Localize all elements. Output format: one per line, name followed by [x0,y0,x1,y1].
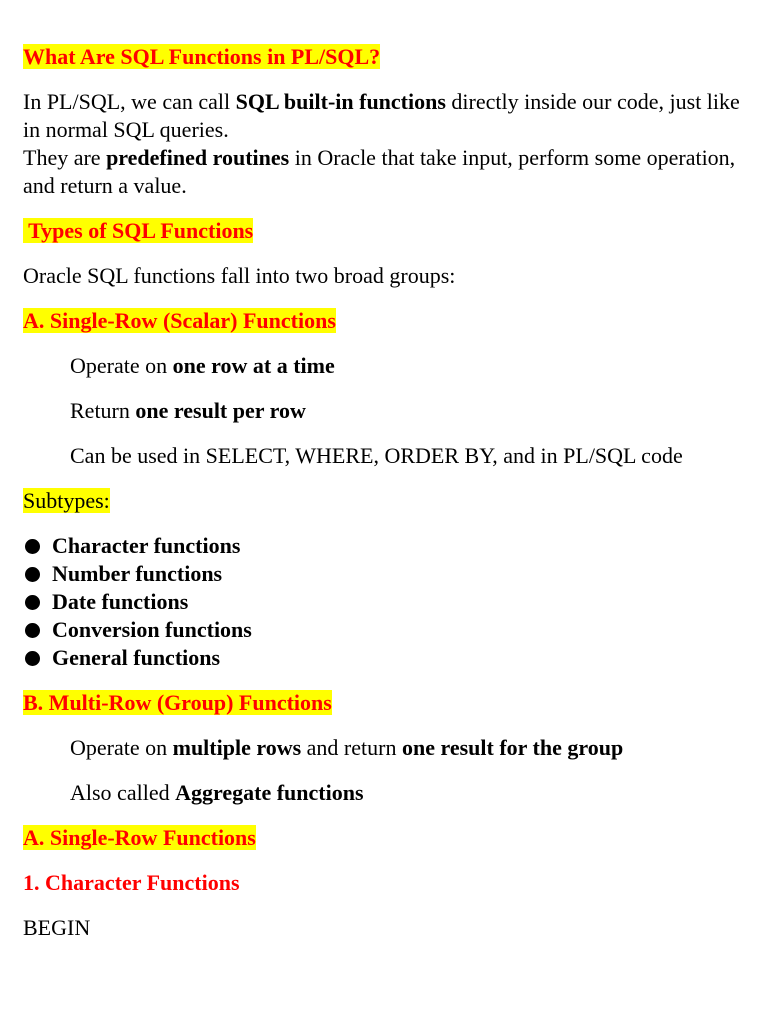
list-item [23,616,745,644]
multi-row-point-1-pre: Operate on [70,735,173,760]
multi-row-point-2-pre: Also called [70,780,176,805]
types-text: Oracle SQL functions fall into two broad groups: [23,263,456,288]
single-row-point-1 [23,352,745,380]
single-row-point-2-pre: Return [70,398,136,423]
multi-row-point-1 [23,734,745,762]
intro-line2-bold: predefined routines [106,145,290,170]
multi-row-point-1-bold2: one result for the group [401,735,624,760]
intro-line2-pre: They are [23,145,107,170]
multi-row-heading [23,689,745,717]
list-item-label: Character functions [52,533,241,558]
subtypes-list [23,532,745,672]
document-page [23,43,745,959]
single-row-point-2-bold: one result per row [135,398,306,423]
bullet-icon [25,623,40,638]
intro-line1-pre: In PL/SQL, we can call [23,89,236,114]
list-item-label: Number functions [52,561,223,586]
list-item [23,560,745,588]
intro-line1-post: directly inside our code, just like in normal SQL queries. [23,89,740,142]
single-row-point-3: Can be used in SELECT, WHERE, ORDER BY, and in PL/SQL code [70,443,683,468]
intro-line1-bold: SQL built-in functions [235,89,446,114]
subtypes-label-text: Subtypes: [23,488,110,513]
begin-keyword: BEGIN [23,915,91,940]
intro-paragraph [23,88,745,200]
bullet-icon [25,539,40,554]
types-heading-text: Types of SQL Functions [23,218,254,243]
multi-row-point-1-bold1: multiple rows [172,735,302,760]
single-row-heading-2-text: A. Single-Row Functions [23,825,256,850]
list-item-label: Date functions [52,589,189,614]
main-heading [23,43,745,71]
list-item-label: Conversion functions [52,617,252,642]
list-item [23,588,745,616]
character-functions-heading: 1. Character Functions [23,870,240,895]
multi-row-point-2-bold: Aggregate functions [175,780,364,805]
single-row-heading-2 [23,824,745,852]
multi-row-heading-text: B. Multi-Row (Group) Functions [23,690,332,715]
main-heading-text: What Are SQL Functions in PL/SQL? [23,44,381,69]
list-item-label: General functions [52,645,221,670]
bullet-icon [25,567,40,582]
list-item [23,644,745,672]
single-row-heading-text: A. Single-Row (Scalar) Functions [23,308,336,333]
single-row-point-1-pre: Operate on [70,353,173,378]
intro-line2-post: in Oracle that take input, perform some operation, and return a value. [23,145,736,198]
bullet-icon [25,651,40,666]
single-row-heading [23,307,745,335]
subtypes-label [23,487,745,515]
multi-row-point-1-mid: and return [301,735,402,760]
bullet-icon [25,595,40,610]
single-row-point-2 [23,397,745,425]
types-heading [23,217,745,245]
multi-row-point-2 [23,779,745,807]
list-item [23,532,745,560]
single-row-point-1-bold: one row at a time [172,353,335,378]
